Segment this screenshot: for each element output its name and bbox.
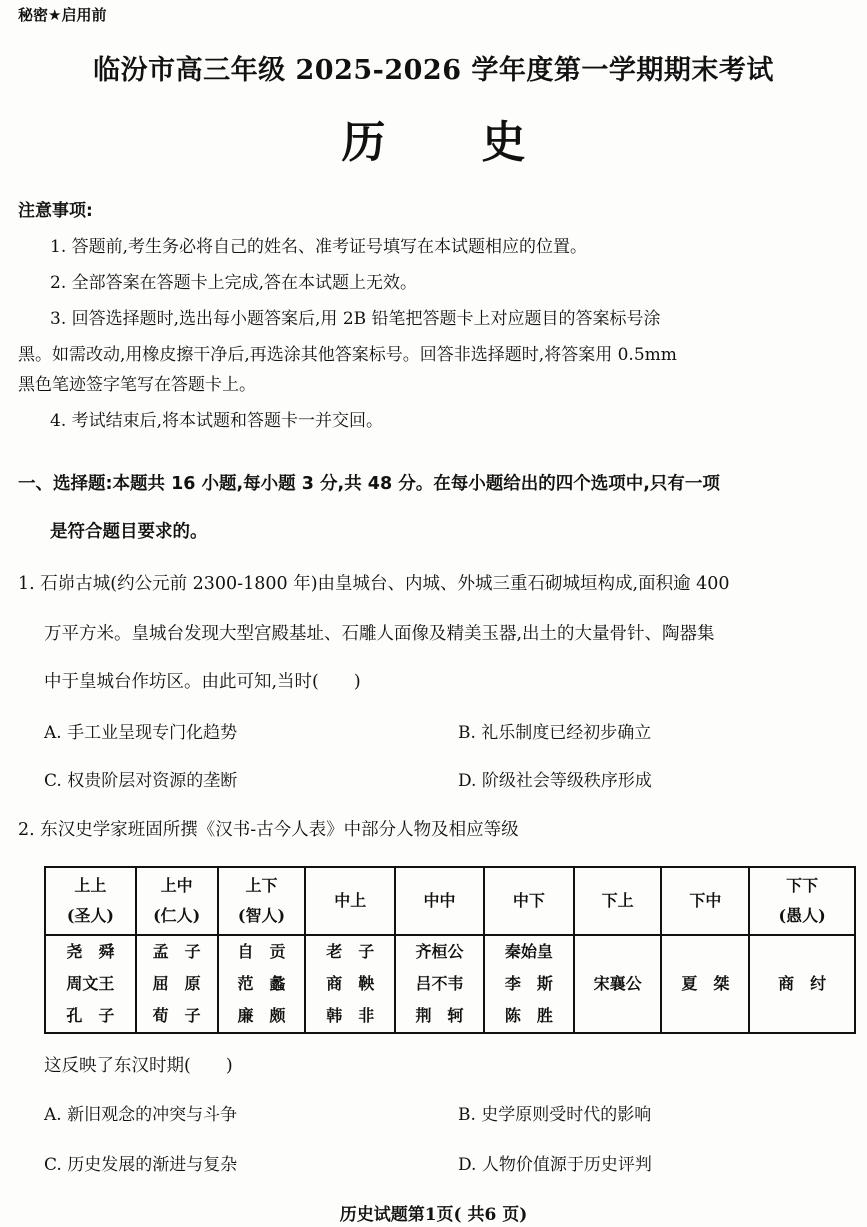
page-footer: 历史试题第1页( 共6 页) bbox=[339, 1205, 528, 1225]
grade-header-7-level: 下上 bbox=[601, 891, 634, 910]
section-heading-line1: 一、选择题:本题共 16 小题,每小题 3 分,共 48 分。在每小题给出的四个选项中,只有一项 bbox=[18, 474, 720, 494]
q2-option-a: A. 新旧观念的冲突与斗争 bbox=[44, 1105, 238, 1125]
person-name: 荀 子 bbox=[152, 1006, 201, 1025]
grade-cell-1 bbox=[45, 935, 136, 1033]
q1-option-d: D. 阶级社会等级秩序形成 bbox=[458, 771, 652, 791]
person-name: 商 鞅 bbox=[326, 974, 375, 993]
q1-stem-line1: 1. 石峁古城(约公元前 2300-1800 年)由皇城台、内城、外城三重石砌城垣构成,面积逾 400 bbox=[18, 574, 730, 594]
grade-cell-5 bbox=[395, 935, 484, 1033]
person-name: 吕不韦 bbox=[415, 974, 464, 993]
person-name: 屈 原 bbox=[152, 974, 201, 993]
grade-header-7 bbox=[574, 867, 662, 935]
grade-cell-9 bbox=[749, 935, 855, 1033]
grade-cell-6 bbox=[484, 935, 574, 1033]
person-name: 尧 舜 bbox=[66, 942, 115, 961]
q1-option-c: C. 权贵阶层对资源的垄断 bbox=[44, 771, 238, 791]
grade-header-5-level: 中中 bbox=[423, 891, 456, 910]
grade-header-4-level: 中上 bbox=[334, 891, 367, 910]
grade-cell-2 bbox=[136, 935, 218, 1033]
note-line-4: 黑。如需改动,用橡皮擦干净后,再选涂其他答案标号。回答非选择题时,将答案用 0.5mm bbox=[18, 345, 677, 365]
grade-header-9-note: (愚人) bbox=[778, 906, 826, 925]
grade-header-8 bbox=[661, 867, 749, 935]
note-line-1: 1. 答题前,考生务必将自己的姓名、准考证号填写在本试题相应的位置。 bbox=[50, 237, 588, 257]
grade-header-2 bbox=[136, 867, 218, 935]
person-name: 孔 子 bbox=[66, 1006, 115, 1025]
q2-option-c: C. 历史发展的渐进与复杂 bbox=[44, 1155, 238, 1175]
q1-option-b: B. 礼乐制度已经初步确立 bbox=[458, 723, 652, 743]
confidential-label: 秘密★启用前 bbox=[18, 6, 107, 24]
person-name: 宋襄公 bbox=[593, 974, 642, 993]
grade-header-1-note: (圣人) bbox=[66, 906, 114, 925]
person-name: 齐桓公 bbox=[415, 942, 464, 961]
grade-header-6-level: 中下 bbox=[512, 891, 545, 910]
grade-header-6 bbox=[484, 867, 574, 935]
q2-option-b: B. 史学原则受时代的影响 bbox=[458, 1105, 652, 1125]
grade-header-row bbox=[45, 867, 855, 935]
grade-header-9 bbox=[749, 867, 855, 935]
person-name: 范 蠡 bbox=[237, 974, 286, 993]
section-heading-line2: 是符合题目要求的。 bbox=[50, 522, 208, 542]
grade-cell-4 bbox=[305, 935, 395, 1033]
subject-title: 历史 bbox=[341, 117, 622, 168]
person-name: 廉 颇 bbox=[237, 1006, 286, 1025]
grade-header-2-note: (仁人) bbox=[153, 906, 201, 925]
grade-cell-7 bbox=[574, 935, 662, 1033]
person-name: 韩 非 bbox=[326, 1006, 375, 1025]
q1-stem-line2: 万平方米。皇城台发现大型宫殿基址、石雕人面像及精美玉器,出土的大量骨针、陶器集 bbox=[44, 624, 715, 644]
grade-header-9-level: 下下 bbox=[786, 876, 819, 895]
grade-header-1-level: 上上 bbox=[74, 876, 107, 895]
grade-table bbox=[44, 866, 856, 1034]
person-name: 周文王 bbox=[66, 974, 115, 993]
person-name: 老 子 bbox=[326, 942, 375, 961]
notes-heading: 注意事项: bbox=[18, 201, 93, 221]
grade-header-2-level: 上中 bbox=[160, 876, 193, 895]
grade-header-8-level: 下中 bbox=[689, 891, 722, 910]
q1-stem-line3: 中于皇城台作坊区。由此可知,当时( ) bbox=[44, 672, 361, 692]
grade-people-row bbox=[45, 935, 855, 1033]
grade-header-5 bbox=[395, 867, 484, 935]
person-name: 陈 胜 bbox=[504, 1006, 553, 1025]
grade-header-3-level: 上下 bbox=[245, 876, 278, 895]
person-name: 孟 子 bbox=[152, 942, 201, 961]
q2-after-text: 这反映了东汉时期( ) bbox=[44, 1056, 233, 1076]
grade-header-4 bbox=[305, 867, 395, 935]
person-name: 秦始皇 bbox=[504, 942, 553, 961]
person-name: 荆 轲 bbox=[415, 1006, 464, 1025]
grade-header-1 bbox=[45, 867, 136, 935]
q2-stem: 2. 东汉史学家班固所撰《汉书-古今人表》中部分人物及相应等级 bbox=[18, 820, 519, 840]
note-line-6: 4. 考试结束后,将本试题和答题卡一并交回。 bbox=[50, 411, 384, 431]
person-name: 夏 桀 bbox=[681, 974, 730, 993]
person-name: 商 纣 bbox=[778, 974, 827, 993]
grade-cell-8 bbox=[661, 935, 749, 1033]
note-line-2: 2. 全部答案在答题卡上完成,答在本试题上无效。 bbox=[50, 273, 418, 293]
q1-option-a: A. 手工业呈现专门化趋势 bbox=[44, 723, 238, 743]
grade-cell-3 bbox=[218, 935, 306, 1033]
exam-title: 临汾市高三年级 2025-2026 学年度第一学期期末考试 bbox=[93, 55, 774, 86]
grade-header-3 bbox=[218, 867, 306, 935]
note-line-3: 3. 回答选择题时,选出每小题答案后,用 2B 铅笔把答题卡上对应题目的答案标号涂 bbox=[50, 309, 661, 329]
person-name: 自 贡 bbox=[237, 942, 286, 961]
grade-header-3-note: (智人) bbox=[237, 906, 286, 925]
note-line-5: 黑色笔迹签字笔写在答题卡上。 bbox=[18, 375, 256, 395]
person-name: 李 斯 bbox=[504, 974, 553, 993]
q2-option-d: D. 人物价值源于历史评判 bbox=[458, 1155, 652, 1175]
